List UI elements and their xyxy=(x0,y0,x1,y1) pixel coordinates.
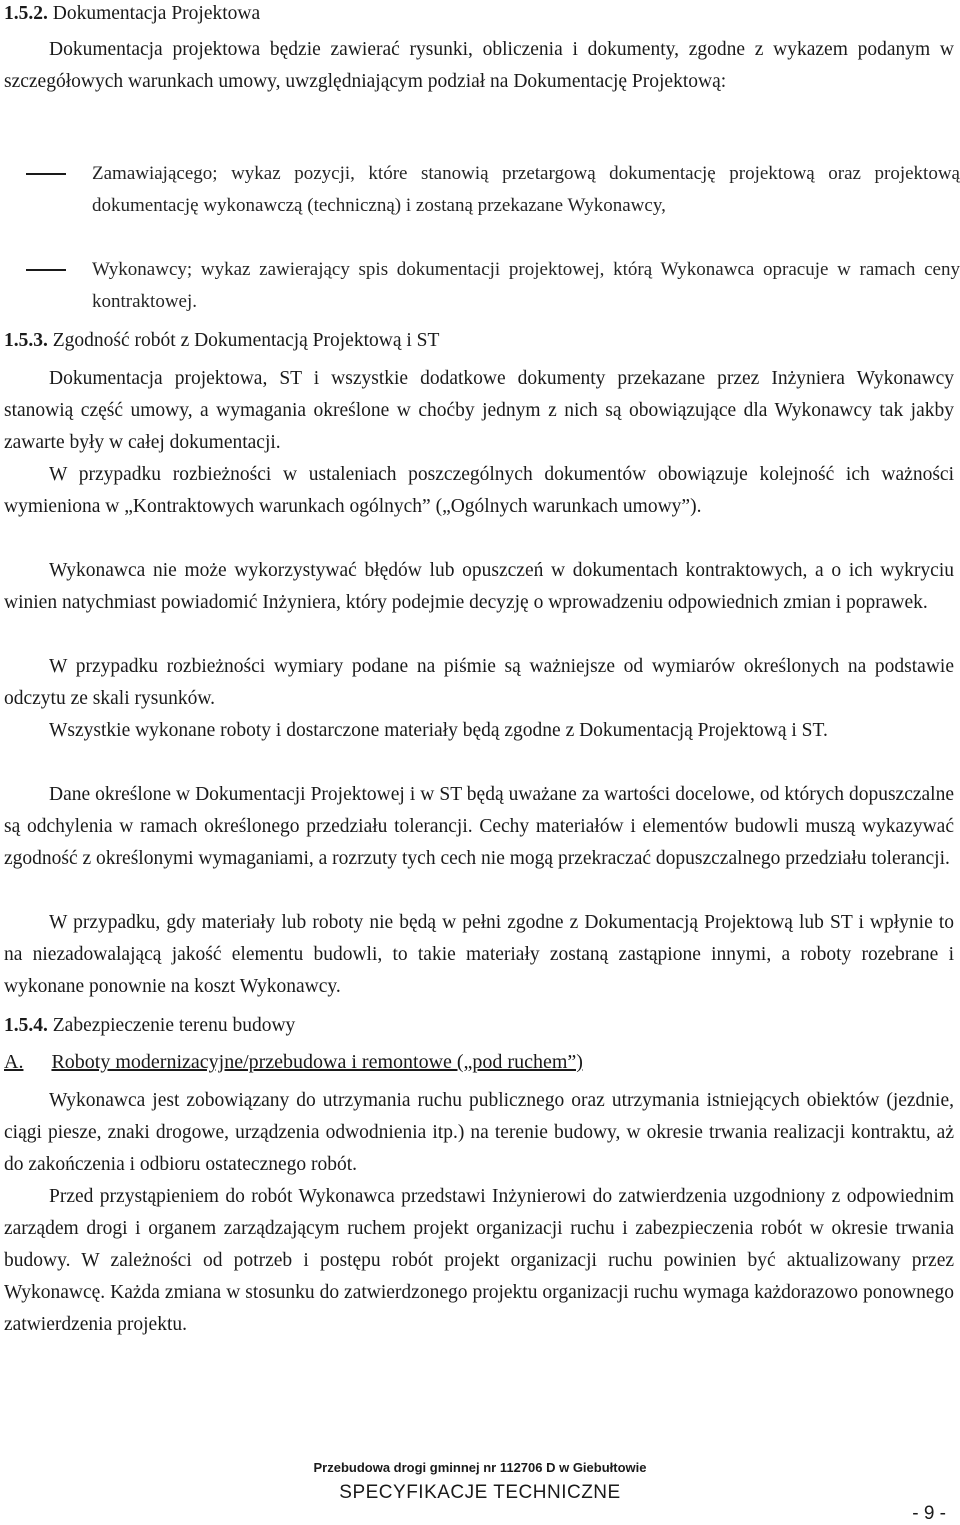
section-number: 1.5.2. xyxy=(4,3,48,24)
section-number: 1.5.3. xyxy=(4,330,48,351)
footer-document-type: SPECYFIKACJE TECHNICZNE xyxy=(339,1482,621,1503)
paragraph: W przypadku, gdy materiały lub roboty nie będą w pełni zgodne z Dokumentacją Projektową lub ST i wpłynie to na niezadowalającą jakość elementu budowli, to takie materiały zostaną zastąpione innymi, a roboty rozebrane i wykonane ponownie na koszt Wykonawcy. xyxy=(4,912,954,997)
section-heading-1-5-4 xyxy=(4,1014,295,1038)
subsection-title: Roboty modernizacyjne/przebudowa i remontowe („pod ruchem”) xyxy=(51,1051,583,1073)
list-item-text: Zamawiającego; wykaz pozycji, które stanowią przetargową dokumentację projektową oraz projektową dokumentację wykonawczą (techniczną) i zostaną przekazane Wykonawcy, xyxy=(92,163,960,216)
section-title: Dokumentacja Projektowa xyxy=(52,3,261,24)
list-item xyxy=(92,158,960,222)
paragraph: Dane określone w Dokumentacji Projektowej i w ST będą uważane za wartości docelowe, od których dopuszczalne są odchylenia w ramach określonego przedziału tolerancji. Cechy materiałów i elementów budowli muszą wykazywać zgodność z określonymi wymaganiami, a rozrzuty tych cech nie mogą przekraczać dopuszczalnego przedziału tolerancji. xyxy=(4,784,954,869)
subsection-letter: A. xyxy=(4,1051,24,1073)
paragraph: Przed przystąpieniem do robót Wykonawca przedstawi Inżynierowi do zatwierdzenia uzgodniony z odpowiednim zarządem drogi i organem zarządzającym ruchem projekt organizacji ruchu i zabezpieczenia robót w okresie trwania budowy. W zależności od potrzeb i postępu robót projekt organizacji ruchu powinien być aktualizowany przez Wykonawcę. Każda zmiana w stosunku do zatwierdzonego projektu organizacji ruchu wymaga każdorazowo ponownego zatwierdzenia projektu. xyxy=(4,1186,954,1335)
paragraph: W przypadku rozbieżności wymiary podane na piśmie są ważniejsze od wymiarów określonych na podstawie odczytu ze skali rysunków. xyxy=(4,656,954,709)
paragraph: Wykonawca nie może wykorzystywać błędów lub opuszczeń w dokumentach kontraktowych, a o ich wykryciu winien natychmiast powiadomić Inżyniera, który podejmie decyzję o wprowadzeniu odpowiednich zmian i poprawek. xyxy=(4,560,954,613)
paragraph: Dokumentacja projektowa, ST i wszystkie dodatkowe dokumenty przekazane przez Inżyniera Wykonawcy stanowią część umowy, a wymagania określone w choćby jednym z nich są obowiązujące dla Wykonawcy tak jakby zawarte były w całej dokumentacji. xyxy=(4,368,954,453)
section-title: Zabezpieczenie terenu budowy xyxy=(52,1015,296,1036)
dash-bullet-icon xyxy=(26,269,66,271)
footer-project-title: Przebudowa drogi gminnej nr 112706 D w Giebułtowie xyxy=(313,1460,647,1475)
section-number: 1.5.4. xyxy=(4,1015,48,1036)
dash-bullet-icon xyxy=(26,173,66,175)
paragraph: Wszystkie wykonane roboty i dostarczone materiały będą zgodne z Dokumentacją Projektową i ST. xyxy=(49,720,828,741)
list-item xyxy=(92,254,960,318)
section-title: Zgodność robót z Dokumentacją Projektową i ST xyxy=(52,330,440,351)
list-item-text: Wykonawcy; wykaz zawierający spis dokumentacji projektowej, którą Wykonawca opracuje w ramach ceny kontraktowej. xyxy=(92,259,960,312)
paragraph: Wykonawca jest zobowiązany do utrzymania ruchu publicznego oraz utrzymania istniejących obiektów (jezdnie, ciągi piesze, znaki drogowe, urządzenia odwodnienia itp.) na terenie budowy, w okresie trwania realizacji kontraktu, aż do zakończenia i odbioru ostatecznego robót. xyxy=(4,1090,954,1175)
section-heading-1-5-3 xyxy=(4,329,439,353)
subsection-heading-a xyxy=(4,1050,583,1074)
page-number: - 9 - xyxy=(912,1503,946,1524)
paragraph: W przypadku rozbieżności w ustaleniach poszczególnych dokumentów obowiązuje kolejność ich ważności wymieniona w „Kontraktowych warunkach ogólnych” („Ogólnych warunkach umowy”). xyxy=(4,464,954,517)
paragraph: Dokumentacja projektowa będzie zawierać rysunki, obliczenia i dokumenty, zgodne z wykazem podanym w szczegółowych warunkach umowy, uwzględniającym podział na Dokumentację Projektową: xyxy=(4,39,954,92)
section-heading-1-5-2 xyxy=(4,2,260,26)
